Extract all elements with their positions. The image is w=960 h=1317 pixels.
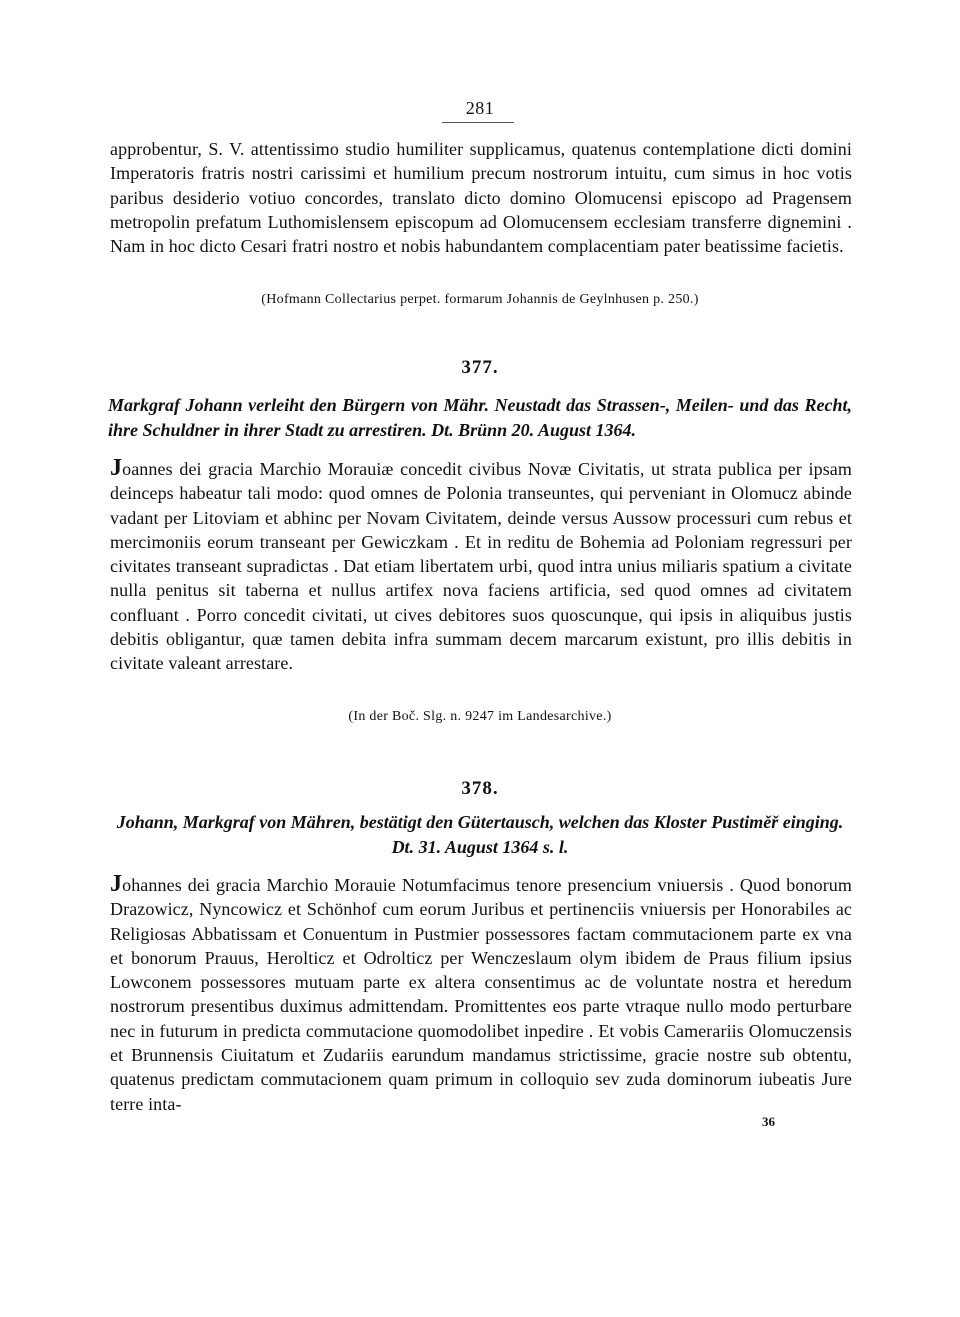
document-initial-377: J: [110, 455, 123, 481]
document-body-378: [110, 872, 852, 1116]
continuation-source-note: (Hofmann Collectarius perpet. formarum Johannis de Geylnhusen p. 250.): [261, 292, 699, 307]
continuation-paragraph: approbentur, S. V. attentissimo studio humiliter supplicamus, quatenus contemplatione dicti domini Imperatoris fratris nostri carissimi et humilium precum nostrorum intuitu, cum simus in hoc votis paribus desiderio votiuo concordes, translato dicto domino Olomucensi episcopo ad Pragensem metropolin prefatum Luthomislensem episcopum ad Olomucensem ecclesiam transferre dignemini . Nam in hoc dicto Cesari fratri nostro et nobis habundantem complacentiam pater beatissime facietis.: [110, 139, 852, 257]
page-number: 281: [465, 98, 495, 118]
document-body-377: [110, 456, 852, 676]
document-heading-378: Johann, Markgraf von Mähren, bestätigt den Gütertausch, welchen das Kloster Pustiměř einging. Dt. 31. August 1364 s. l.: [116, 812, 844, 857]
document-heading-377: Markgraf Johann verleiht den Bürgern von Mähr. Neustadt das Strassen-, Meilen- und das Recht, ihre Schuldner in ihrer Stadt zu arrestiren. Dt. Brünn 20. August 1364.: [108, 395, 852, 440]
page-number-rule: [442, 122, 514, 123]
document-text-378: ohannes dei gracia Marchio Morauie Notumfacimus tenore presencium vniuersis . Quod bonorum Drazowicz, Nyncowicz et Schönhof cum eorum Juribus et pertinenciis vniuersis per Honorabiles ac Religiosas Abbatissam et Conuentum in Pustmier possessores factam commutacionem parte ex vna et bonorum Prauus, Herolticz et Odrolticz per Wenczeslaum olym ibidem de Praus filium ipsius Lowconem possessores mutuam parte ex altera consentimus ac de voluntate nostra et heredum nostrorum presentibus duximus admittendam. Promittentes eos parte vtraque nullo modo perturbare nec in futurum in predicta commutacione quomodolibet inpedire . Et vobis Camerariis Olomuczensis et Brunnensis Ciuitatum et Zudariis earundum mandamus strictissime, gracie nostre sub obtentu, quatenus predictam commutacionem quam primum in colloquio sev zuda dominorum iubeatis Jure terre inta-: [110, 875, 852, 1114]
document-source-note-377: (In der Boč. Slg. n. 9247 im Landesarchive.): [348, 709, 612, 724]
printer-signature-mark: 36: [762, 1114, 775, 1129]
document-initial-378: J: [110, 871, 123, 897]
document-number-378: 378.: [461, 778, 499, 799]
document-number-377: 377.: [461, 357, 499, 378]
document-text-377: oannes dei gracia Marchio Morauiæ concedit civibus Novæ Civitatis, ut strata publica per ipsam deinceps habeatur tali modo: quod omnes de Polonia transeuntes, qui perveniant in Olomucz abinde vadant per Litoviam et abhinc per Novam Civitatem, deinde versus Aussow processuri cum rebus et mercimoniis eorum transeant per Gewiczkam . Et in reditu de Bohemia ad Poloniam regressuri per civitates transeant supradictas . Dat etiam libertatem urbi, quod intra unius miliaris spatium a civitate nulla penitus sit taberna et nullus artifex nova faciens artificia, sed quod omnes ad civitatem confluant . Porro concedit civitati, ut cives debitores suos quoscunque, qui ipsis in aliquibus justis debitis obligantur, quæ tamen debita infra summam decem marcarum existunt, pro illis debitis in civitate valeant arrestare.: [110, 459, 852, 674]
